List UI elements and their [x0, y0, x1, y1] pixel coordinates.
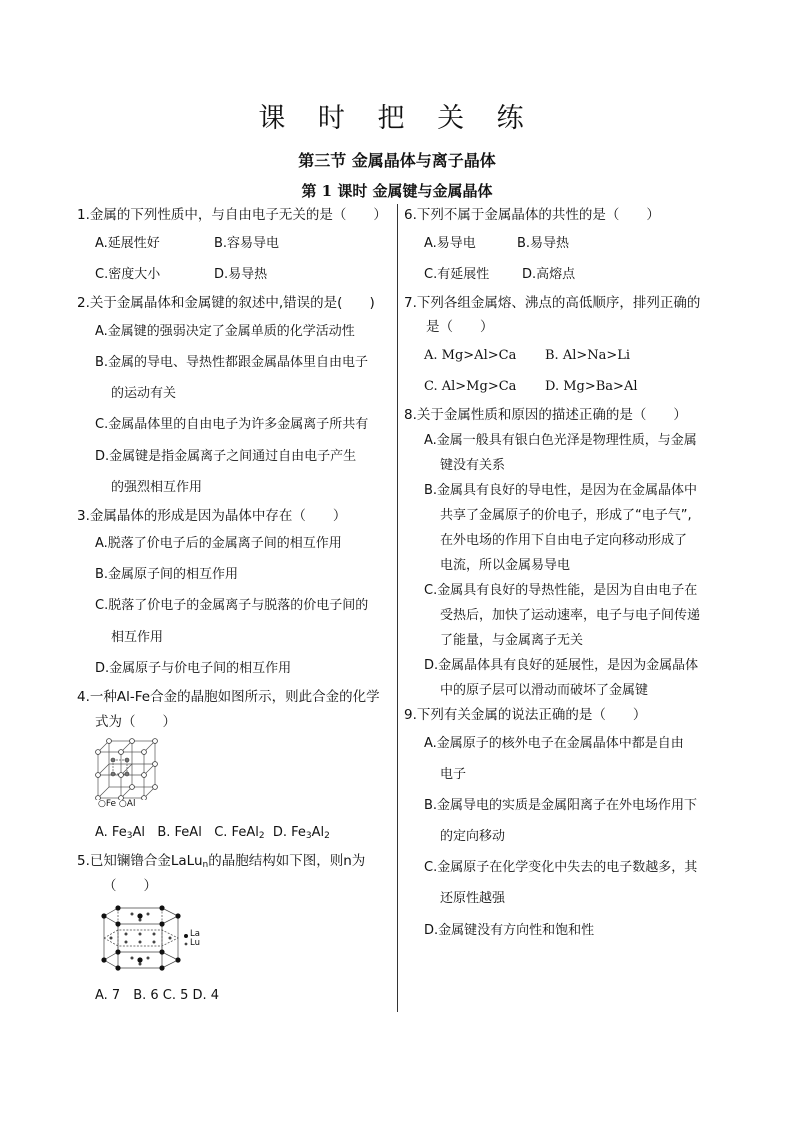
q1-option-a[interactable]: A.延展性好	[95, 236, 160, 251]
q2-option-d[interactable]: D.金属键是指金属离子之间通过自由电子产生	[95, 449, 357, 464]
q8-option-b[interactable]: B.金属具有良好的导电性，是因为在金属晶体中	[424, 483, 698, 498]
q9-option-c[interactable]: C.金属原子在化学变化中失去的电子数越多，其	[424, 860, 698, 875]
q3-option-d[interactable]: D.金属原子与价电子间的相互作用	[95, 661, 292, 676]
q8-option-b-cont1: 共享了金属原子的价电子，形成了“电子气”,	[440, 508, 692, 523]
q6-option-a[interactable]: A.易导电	[424, 236, 476, 251]
q6-option-c[interactable]: C.有延展性	[424, 267, 490, 282]
q5-stem-cont: （ ）	[103, 878, 157, 894]
q2-stem: 2.关于金属晶体和金属键的叙述中,错误的是( )	[77, 295, 375, 311]
q7-stem: 7.下列各组金属熔、沸点的高低顺序，排列正确的	[404, 295, 701, 311]
q5-options[interactable]: A. 7 B. 6 C. 5 D. 4	[95, 988, 220, 1003]
al-fe-unit-cell-diagram	[95, 738, 159, 800]
q8-option-a-cont: 键没有关系	[440, 458, 506, 473]
q7-stem-cont: 是（ ）	[426, 319, 494, 335]
q9-option-b[interactable]: B.金属导电的实质是金属阳离子在外电场作用下	[424, 798, 698, 813]
column-divider	[397, 204, 398, 1012]
q2-option-b[interactable]: B.金属的导电、导热性都跟金属晶体里自由电子	[95, 355, 369, 370]
q9-option-c-cont: 还原性越强	[440, 891, 506, 906]
q4-diagram-legend: ○Fe ○Al	[98, 799, 136, 809]
q9-stem: 9.下列有关金属的说法正确的是（ ）	[404, 707, 647, 723]
q1-stem: 1.金属的下列性质中，与自由电子无关的是（ ）	[77, 207, 387, 223]
q4-option-d[interactable]: D. $Fe_3Al_2$	[272, 825, 330, 841]
page-title: 课 时 把 关 练	[258, 103, 536, 134]
q5-legend-la: La	[190, 929, 200, 939]
q6-stem: 6.下列不属于金属晶体的共性的是（ ）	[404, 207, 660, 223]
q3-option-c-cont: 相互作用	[111, 630, 164, 645]
q9-option-a[interactable]: A.金属原子的核外电子在金属晶体中都是自由	[424, 736, 684, 751]
q4-option-c[interactable]: C. FeAl$_2$	[214, 825, 265, 841]
q3-stem: 3.金属晶体的形成是因为晶体中存在（ ）	[77, 508, 347, 524]
q6-option-d[interactable]: D.高熔点	[522, 267, 576, 282]
q7-option-c[interactable]: C. Al>Mg>Ca	[424, 379, 517, 394]
q2-option-c[interactable]: C.金属晶体里的自由电子为许多金属离子所共有	[95, 417, 369, 432]
q2-option-a[interactable]: A.金属键的强弱决定了金属单质的化学活动性	[95, 324, 355, 339]
q4-stem: 4.一种Al-Fe合金的晶胞如图所示，则此合金的化学	[77, 689, 380, 705]
q8-option-a[interactable]: A.金属一般具有银白色光泽是物理性质，与金属	[424, 433, 697, 448]
section-title: 第三节 金属晶体与离子晶体	[298, 151, 496, 170]
la-lu-hexagonal-cell-diagram	[96, 900, 196, 974]
q9-option-b-cont: 的定向移动	[440, 829, 506, 844]
q9-option-a-cont: 电子	[440, 767, 467, 782]
q3-option-b[interactable]: B.金属原子间的相互作用	[95, 567, 239, 582]
q7-option-d[interactable]: D. Mg>Ba>Al	[545, 379, 638, 394]
q8-stem: 8.关于金属性质和原因的描述正确的是（ ）	[404, 407, 687, 423]
q3-option-c[interactable]: C.脱落了价电子的金属离子与脱落的价电子间的	[95, 598, 369, 613]
q3-option-a[interactable]: A.脱落了价电子后的金属离子间的相互作用	[95, 536, 342, 551]
q9-option-d[interactable]: D.金属键没有方向性和饱和性	[424, 923, 595, 938]
q8-option-c-cont1: 受热后，加快了运动速率，电子与电子间传递	[440, 608, 701, 623]
q4-option-b[interactable]: B. FeAl	[157, 825, 202, 840]
q1-option-b[interactable]: B.容易导电	[214, 236, 280, 251]
q2-option-b-cont: 的运动有关	[111, 386, 177, 401]
q8-option-b-cont2: 在外电场的作用下自由电子定向移动形成了	[440, 533, 688, 548]
q4-options	[95, 824, 330, 845]
q1-option-d[interactable]: D.易导热	[214, 267, 268, 282]
q8-option-d-cont: 中的原子层可以滑动而破坏了金属键	[440, 683, 649, 698]
q8-option-c[interactable]: C.金属具有良好的导热性能，是因为自由电子在	[424, 583, 698, 598]
q4-option-a[interactable]: A. $Fe_3Al$	[95, 825, 145, 841]
q5-stem: 5.已知镧镥合金LaLu$_n$的晶胞结构如下图，则n为	[77, 853, 366, 870]
q8-option-d[interactable]: D.金属晶体具有良好的延展性，是因为金属晶体	[424, 658, 699, 673]
q6-option-b[interactable]: B.易导热	[517, 236, 570, 251]
q8-option-c-cont2: 了能量，与金属离子无关	[440, 633, 584, 648]
q7-option-a[interactable]: A. Mg>Al>Ca	[424, 348, 517, 363]
q2-option-d-cont: 的强烈相互作用	[111, 480, 203, 495]
q7-option-b[interactable]: B. Al>Na>Li	[545, 348, 631, 363]
q1-option-c[interactable]: C.密度大小	[95, 267, 161, 282]
q5-legend-lu: Lu	[190, 938, 200, 948]
lesson-title: 第 1 课时 金属键与金属晶体	[301, 182, 493, 200]
q8-option-b-cont3: 电流，所以金属易导电	[440, 558, 571, 573]
q4-stem-cont: 式为（ ）	[95, 714, 176, 730]
